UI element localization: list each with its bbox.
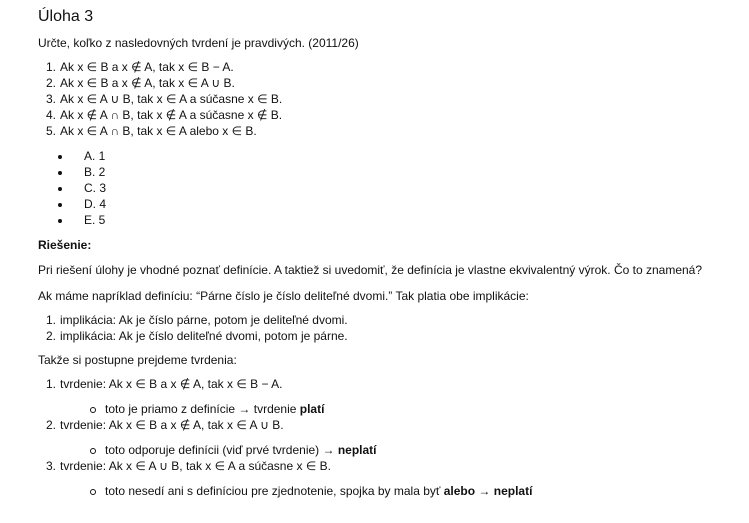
walk-number: 1. [45,377,56,391]
implication-text: implikácia: Ak je číslo párne, potom je deliteľné dvomi. [60,313,348,327]
option-a [58,149,105,163]
statement-text: Ak x ∈ B a x ∉ A, tak x ∈ B − A. [60,60,234,74]
walk-note-3 [90,484,532,498]
walk-text: Ak x ∈ B a x ∉ A, tak x ∈ B − A. [108,377,283,391]
walk-item-2 [44,418,284,432]
walk-prefix: tvrdenie: [60,418,109,432]
option-b [58,165,105,179]
walk-item-3 [44,459,331,473]
page-title: Úloha 3 [38,8,94,25]
walk-note-2 [90,443,377,457]
verdict: neplatí [493,484,533,498]
walk-prefix: tvrdenie: [60,459,109,473]
paragraph-1: Pri riešení úlohy je vhodné poznať definície. A taktiež si uvedomiť, že definícia je vlastne ekvivalentný výrok. Čo to znamená? [38,263,703,277]
implication-number: 2. [45,329,56,343]
bullet-icon [58,171,62,175]
note-text: toto je priamo z definície → tvrdenie [105,402,300,416]
circle-bullet-icon [90,489,96,495]
implication-2 [44,329,348,343]
statement-5 [44,124,257,138]
bullet-icon [58,155,62,159]
statement-text: Ak x ∉ A ∩ B, tak x ∉ A a súčasne x ∉ B. [60,108,283,122]
solution-heading [38,238,91,252]
statement-number: 1. [45,60,56,74]
option-c [58,181,106,195]
walk-item-1 [44,377,282,391]
walk-text: Ak x ∈ A ∪ B, tak x ∈ A a súčasne x ∈ B. [108,459,331,473]
option-d [58,197,106,211]
statement-number: 5. [45,124,56,138]
statement-text: Ak x ∈ B a x ∉ A, tak x ∈ A ∪ B. [60,76,235,90]
option-label: C. 3 [84,181,107,195]
statement-number: 3. [45,92,56,106]
walk-prefix: tvrdenie: [60,377,109,391]
note-text: toto nesedí ani s definíciou pre zjednotenie, spojka by mala byť [105,484,444,498]
option-label: D. 4 [84,197,107,211]
solution-heading-text: Riešenie: [38,238,92,252]
note-text: toto odporuje definícii (viď prvé tvrdenie) → [105,443,338,457]
option-label: E. 5 [84,213,106,227]
walk-number: 3. [45,459,56,473]
option-label: A. 1 [84,149,106,163]
verdict: neplatí [337,443,377,457]
circle-bullet-icon [90,407,96,413]
walk-text: Ak x ∈ B a x ∉ A, tak x ∈ A ∪ B. [108,418,284,432]
note-arrow: → [475,484,494,498]
statement-1 [44,60,234,74]
implication-number: 1. [45,313,56,327]
verdict: platí [299,402,325,416]
option-label: B. 2 [84,165,106,179]
implication-text: implikácia: Ak je číslo deliteľné dvomi, potom je párne. [60,329,348,343]
option-e [58,213,105,227]
statement-2 [44,76,235,90]
bullet-icon [58,203,62,207]
statement-number: 4. [45,108,56,122]
statement-text: Ak x ∈ A ∪ B, tak x ∈ A a súčasne x ∈ B. [60,92,283,106]
paragraph-3: Takže si postupne prejdeme tvrdenia: [38,353,237,367]
walk-note-1 [90,402,324,416]
note-bold: alebo [443,484,476,498]
bullet-icon [58,187,62,191]
intro-text: Určte, koľko z nasledovných tvrdení je pravdivých. (2011/26) [38,36,359,50]
bullet-icon [58,219,62,223]
circle-bullet-icon [90,448,96,454]
statement-text: Ak x ∈ A ∩ B, tak x ∈ A alebo x ∈ B. [60,124,257,138]
statement-4 [44,108,282,122]
statement-number: 2. [45,76,56,90]
implication-1 [44,313,348,327]
statement-3 [44,92,282,106]
paragraph-2: Ak máme napríklad definíciu: “Párne číslo je číslo deliteľné dvomi.” Tak platia obe implikácie: [38,289,529,303]
walk-number: 2. [45,418,56,432]
